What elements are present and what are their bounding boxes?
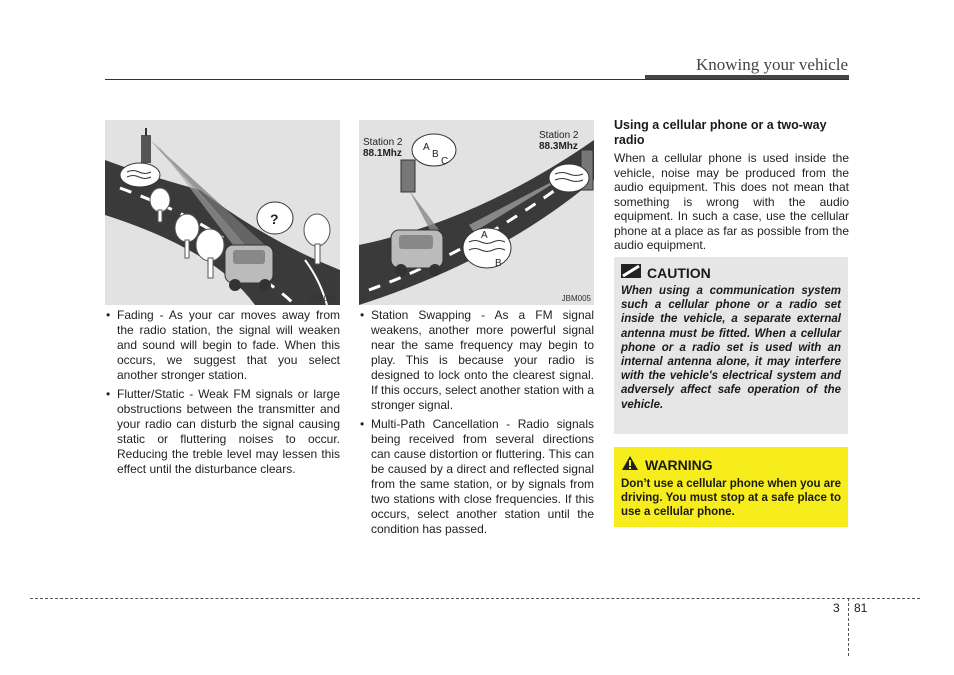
station-left-freq: 88.1Mhz [363, 148, 402, 159]
fading-illustration [105, 120, 340, 305]
car-letter-b: B [495, 258, 502, 269]
bubble-letter-a: A [423, 142, 430, 153]
question-mark: ? [270, 211, 279, 227]
station-swapping-illustration [359, 120, 594, 305]
page-number: 81 [854, 601, 868, 615]
warning-label: WARNING [645, 456, 713, 473]
col2-bullet-list [359, 308, 594, 541]
figure-fading [105, 120, 340, 305]
list-item: • Fading - As your car moves away from the radio station, the signal will weaken and sound will begin to fade. When this occurs, we suggest that you select another stronger station. [106, 308, 340, 382]
cellular-section [614, 118, 849, 253]
figure-station-swapping [359, 120, 594, 305]
caution-label: CAUTION [647, 264, 711, 281]
footer-rule [30, 598, 920, 599]
footer-divider [848, 598, 849, 656]
figure-code: JBM004 [307, 294, 337, 303]
station-right-name: Station 2 [539, 130, 579, 141]
running-header-title: Knowing your vehicle [695, 55, 848, 74]
figure-code: JBM005 [561, 294, 591, 303]
caution-box [614, 257, 848, 434]
caution-icon [621, 264, 641, 281]
car-letter-a: A [481, 230, 488, 241]
warning-triangle-icon [621, 455, 639, 474]
list-item: • Station Swapping - As a FM signal weakens, another more powerful signal near the same frequency may begin to play. This is because your radio is designed to lock onto the clearest signal. If this occurs, select another station with a stronger signal. [360, 308, 594, 412]
station-right-freq: 88.3Mhz [539, 141, 578, 152]
header-rule [105, 79, 849, 80]
station-left-name: Station 2 [363, 137, 403, 148]
page-section-number: 3 [833, 601, 840, 615]
warning-header [621, 455, 841, 474]
section-heading: Using a cellular phone or a two-way radio [614, 118, 827, 147]
warning-text: Don’t use a cellular phone when you are driving. You must stop at a safe place to use a cellular phone. [621, 478, 841, 519]
list-item: • Flutter/Static - Weak FM signals or large obstructions between the transmitter and your radio can disturb the signal causing static or fluttering noises to occur. Reducing the treble level may lessen this effect until the disturbance clears. [106, 387, 340, 476]
caution-text: When using a communication system such a cellular phone or a radio set inside the vehicle, a separate external antenna must be fitted. When a cellular phone or a radio set is used with an internal antenna alone, it may interfere with the vehicle's electrical system and adversely affect safe operation of the vehicle. [621, 285, 841, 411]
section-paragraph: When a cellular phone is used inside the vehicle, noise may be produced from the audio equipment. This does not mean that something is wrong with the audio equipment. In such a case, use the cellular phone at a place as far as possible from the audio equipment. [614, 151, 849, 252]
col1-bullet-list [105, 308, 340, 481]
list-item: • Multi-Path Cancellation - Radio signals being received from several directions can cause distortion or fluttering. This can be caused by a direct and reflected signal from the same station, or by signals from two stations with close frequencies. If this occurs, select another station until the condition has passed. [360, 417, 594, 536]
bubble-letter-c: C [441, 156, 449, 167]
warning-box [614, 447, 848, 527]
caution-header [621, 264, 841, 281]
bubble-letter-b: B [432, 149, 439, 160]
